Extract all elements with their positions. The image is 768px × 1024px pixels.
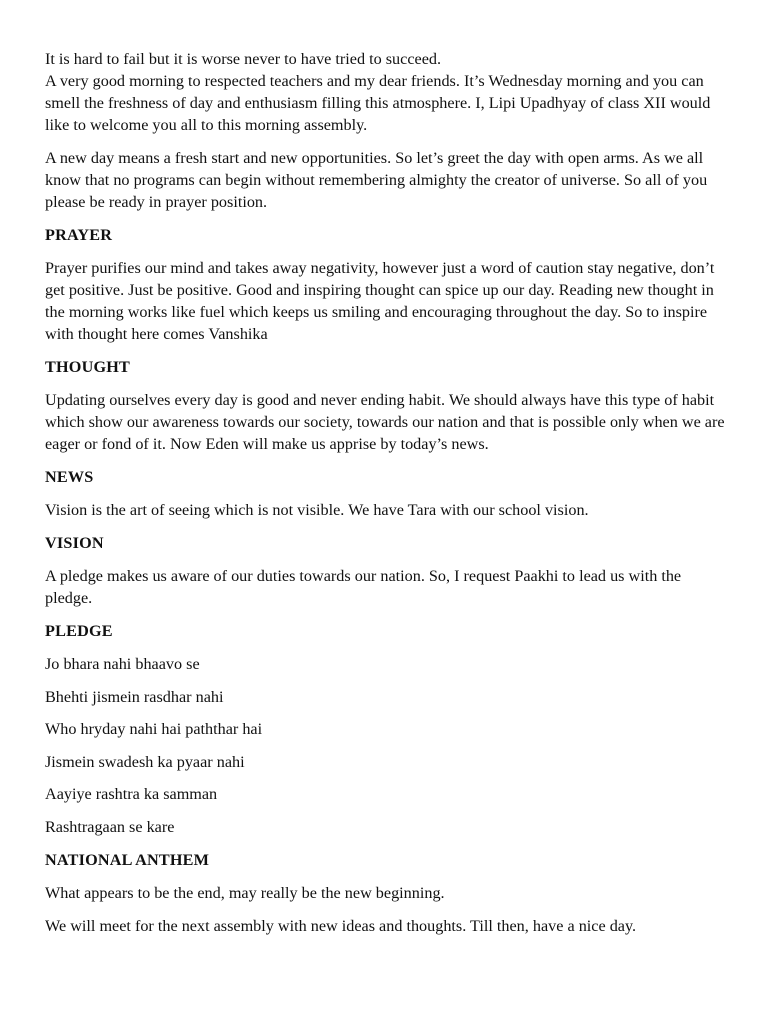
intro-quote: It is hard to fail but it is worse never to have tried to succeed. xyxy=(45,50,442,68)
pledge-line: Jismein swadesh ka pyaar nahi xyxy=(45,752,245,771)
prayer-heading: PRAYER xyxy=(45,226,113,244)
news-heading: NEWS xyxy=(45,468,94,486)
thought-heading: THOUGHT xyxy=(45,358,131,376)
pledge-poem xyxy=(45,653,725,838)
closing-line-1: What appears to be the end, may really be the new beginning. xyxy=(45,883,445,902)
document-page xyxy=(45,48,725,948)
pledge-line: Bhehti jismein rasdhar nahi xyxy=(45,687,224,706)
thought-paragraph: Updating ourselves every day is good and never ending habit. We should always have this type of habit which show our awareness towards our society, towards our nation and that is possible only when we are eager or fond of it. Now Eden will make us apprise by today’s news. xyxy=(45,391,725,453)
closing-line-2: We will meet for the next assembly with new ideas and thoughts. Till then, have a nice day. xyxy=(45,916,637,935)
vision-paragraph: A pledge makes us aware of our duties towards our nation. So, I request Paakhi to lead us with the pledge. xyxy=(45,567,682,607)
national-anthem-heading: NATIONAL ANTHEM xyxy=(45,850,210,869)
vision-heading: VISION xyxy=(45,534,104,552)
pledge-line: Jo bhara nahi bhaavo se xyxy=(45,655,200,673)
pledge-line: Who hryday nahi hai paththar hai xyxy=(45,720,263,739)
new-day-paragraph: A new day means a fresh start and new opportunities. So let’s greet the day with open arms. As we all know that no programs can begin without remembering almighty the creator of universe. So all of you please be ready in prayer position. xyxy=(45,149,708,211)
pledge-line: Rashtragaan se kare xyxy=(45,817,175,836)
prayer-paragraph: Prayer purifies our mind and takes away negativity, however just a word of caution stay negative, don’t get positive. Just be positive. Good and inspiring thought can spice up our day. Reading new thought in the morning works like fuel which keeps us smiling and encouraging throughout the day. So to inspire with thought here comes Vanshika xyxy=(45,259,715,343)
pledge-heading: PLEDGE xyxy=(45,622,113,640)
pledge-line: Aayiye rashtra ka samman xyxy=(45,785,218,804)
welcome-paragraph: A very good morning to respected teachers and my dear friends. It’s Wednesday morning and you can smell the freshness of day and enthusiasm filling this atmosphere. I, Lipi Upadhyay of class XII would like to welcome you all to this morning assembly. xyxy=(45,72,711,134)
news-paragraph: Vision is the art of seeing which is not visible. We have Tara with our school vision. xyxy=(45,501,589,519)
